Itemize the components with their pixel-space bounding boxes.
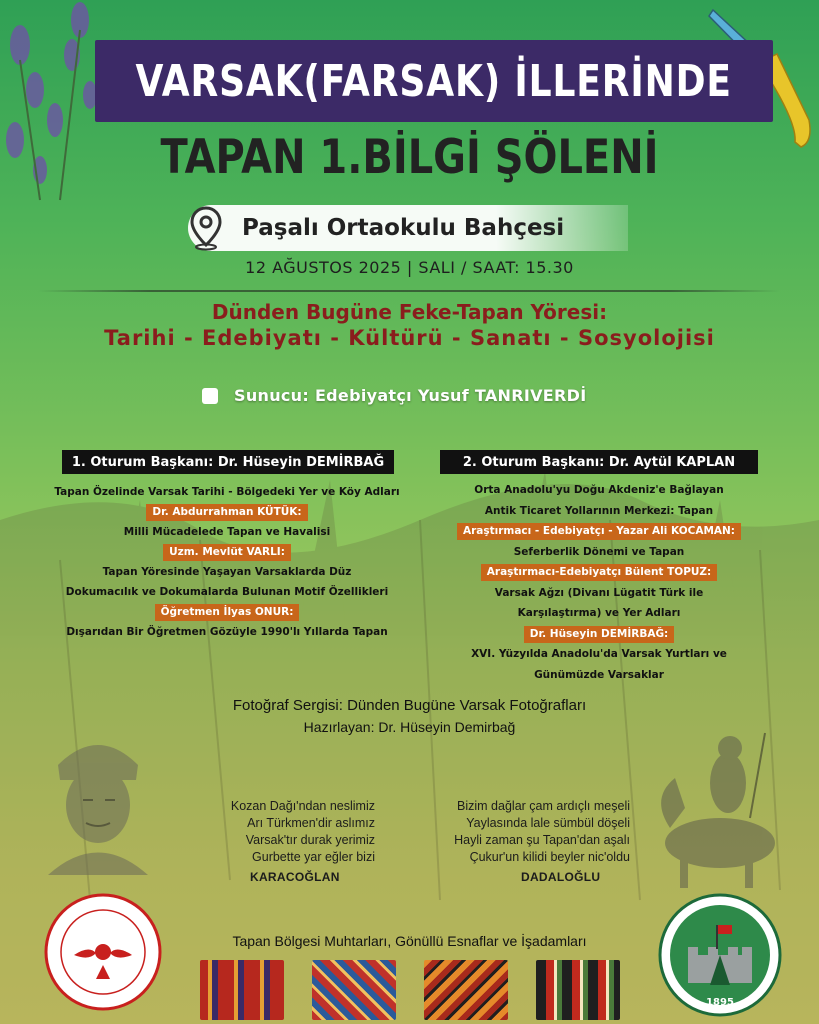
speaker-badge: Öğretmen İlyas ONUR: bbox=[155, 604, 300, 621]
logo-year: 1895 bbox=[706, 997, 734, 1008]
session2-list bbox=[424, 480, 774, 685]
session2-head: 2. Oturum Başkanı: Dr. Aytül KAPLAN bbox=[440, 450, 758, 474]
poem-line: Arı Türkmen'dir aslımız bbox=[247, 816, 375, 830]
session2-item: Antik Ticaret Yollarının Merkezi: Tapan bbox=[484, 504, 714, 517]
session2-item: Seferberlik Dönemi ve Tapan bbox=[513, 545, 685, 558]
title-banner bbox=[95, 40, 773, 122]
session1-item bbox=[22, 542, 432, 562]
speaker-badge: Dr. Abdurrahman KÜTÜK: bbox=[146, 504, 307, 521]
date-time: 12 AĞUSTOS 2025 | SALI / SAAT: 15.30 bbox=[245, 258, 574, 277]
title-line2: TAPAN 1.BİLGİ ŞÖLENİ bbox=[160, 130, 659, 185]
session1-item: Tapan Özelinde Varsak Tarihi - Bölgedeki Yer ve Köy Adları bbox=[54, 486, 400, 498]
sponsors-text: Tapan Bölgesi Muhtarları, Gönüllü Esnaflar ve İşadamları bbox=[232, 933, 587, 949]
exhibition-title: Dünden Bugüne Varsak Fotoğrafları bbox=[347, 697, 587, 714]
speaker-badge: Dr. Hüseyin DEMİRBAĞ: bbox=[524, 626, 675, 643]
poem-line: Varsak'tır durak yerimiz bbox=[245, 833, 375, 847]
session2-item bbox=[424, 624, 774, 645]
rug-image-3 bbox=[424, 960, 508, 1020]
rug-image-2 bbox=[312, 960, 396, 1020]
rug-image-1 bbox=[200, 960, 284, 1020]
session2-item: Orta Anadolu'yu Doğu Akdeniz'e Bağlayan bbox=[474, 484, 724, 496]
theme-line1: Dünden Bugüne Feke-Tapan Yöresi: bbox=[211, 300, 608, 324]
poem-dadaloglu bbox=[420, 798, 630, 866]
title-line1: VARSAK(FARSAK) İLLERİNDE bbox=[135, 55, 733, 107]
location-text: Paşalı Ortaokulu Bahçesi bbox=[242, 215, 565, 241]
session2-item: Varsak Ağzı (Divanı Lügatit Türk ile bbox=[494, 586, 704, 599]
poet-portrait bbox=[38, 725, 158, 875]
kaymakamlik-logo bbox=[44, 893, 162, 1011]
poem-line: Çukur'un kilidi beyler nic'oldu bbox=[469, 850, 630, 864]
exhibition-prepared-by: Hazırlayan: Dr. Hüseyin Demirbağ bbox=[303, 719, 516, 735]
poem-karacoglan bbox=[195, 798, 375, 866]
poem-line: Bizim dağlar çam ardıçlı meşeli bbox=[457, 799, 630, 813]
bullet-icon bbox=[202, 388, 218, 404]
session2-item bbox=[424, 521, 774, 542]
session1-list bbox=[22, 482, 432, 642]
feke-belediyesi-logo bbox=[658, 893, 782, 1017]
poem-line: Hayli zaman şu Tapan'dan aşalı bbox=[454, 833, 630, 847]
location-pill bbox=[188, 205, 628, 251]
poet-name: KARACOĞLAN bbox=[250, 870, 340, 884]
horse-rider-image bbox=[650, 728, 800, 888]
theme-line2: Tarihi - Edebiyatı - Kültürü - Sanatı - Sosyolojisi bbox=[104, 326, 715, 350]
poet-name: DADALOĞLU bbox=[521, 870, 601, 884]
photo-exhibition bbox=[0, 697, 819, 714]
speaker-badge: Araştırmacı - Edebiyatçı - Yazar Ali KOCAMAN: bbox=[457, 523, 741, 540]
poem-line: Kozan Dağı'ndan neslimiz bbox=[230, 799, 375, 813]
exhibition-label: Fotoğraf Sergisi: bbox=[232, 697, 343, 714]
session1-item: Dokumacılık ve Dokumalarda Bulunan Motif Özellikleri bbox=[65, 586, 389, 598]
session1-item: Dışarıdan Bir Öğretmen Gözüyle 1990'lı Yıllarda Tapan bbox=[66, 626, 388, 638]
session1-item: Tapan Yöresinde Yaşayan Varsaklarda Düz bbox=[102, 566, 352, 578]
session1-head: 1. Oturum Başkanı: Dr. Hüseyin DEMİRBAĞ bbox=[62, 450, 394, 474]
poem-line: Yaylasında lale sümbül döşeli bbox=[466, 816, 630, 830]
host-text: Sunucu: Edebiyatçı Yusuf TANRIVERDİ bbox=[234, 386, 587, 405]
speaker-badge: Uzm. Mevlüt VARLI: bbox=[163, 544, 291, 561]
host-row bbox=[202, 386, 586, 405]
rug-image-4 bbox=[536, 960, 620, 1020]
session2-item: XVI. Yüzyılda Anadolu'da Varsak Yurtları ve bbox=[471, 648, 727, 660]
session2-item: Karşılaştırma) ve Yer Adları bbox=[517, 607, 681, 619]
session2-item bbox=[424, 562, 774, 583]
session1-item bbox=[22, 602, 432, 622]
session1-item bbox=[22, 502, 432, 522]
speaker-badge: Araştırmacı-Edebiyatçı Bülent TOPUZ: bbox=[481, 564, 717, 581]
divider bbox=[38, 290, 780, 292]
session2-item: Günümüzde Varsaklar bbox=[534, 668, 664, 681]
poem-line: Gurbette yar eğler bizi bbox=[252, 850, 375, 864]
map-pin-icon bbox=[188, 205, 224, 251]
session1-item: Milli Mücadelede Tapan ve Havalisi bbox=[123, 526, 331, 538]
